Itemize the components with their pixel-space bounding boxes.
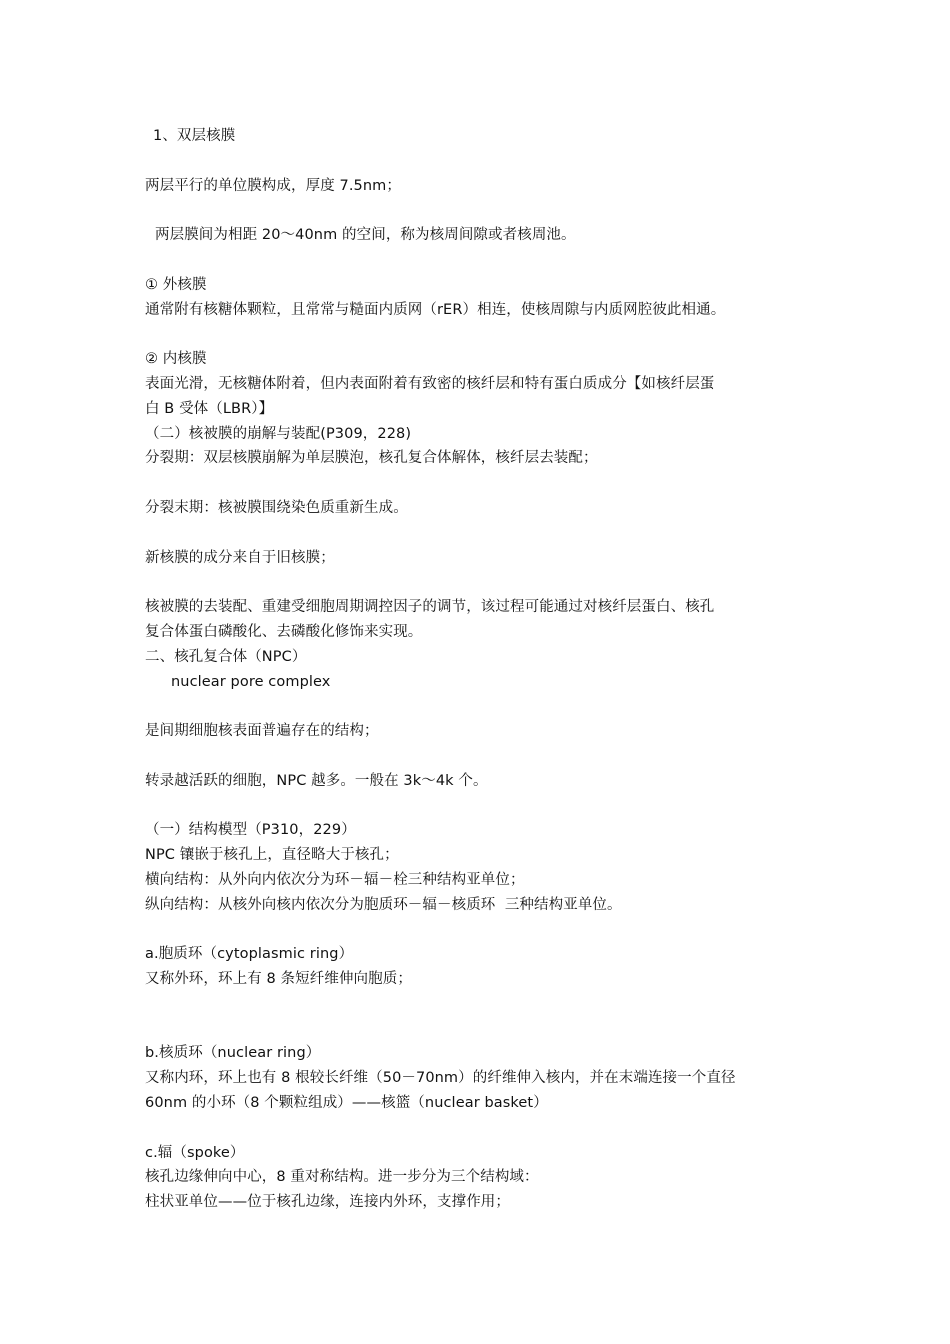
cytoplasmic-ring-description: 又称外环，环上有 8 条短纤维伸向胞质；	[145, 971, 412, 988]
paragraph-membrane-thickness: 两层平行的单位膜构成，厚度 7.5nm；	[145, 177, 401, 194]
paragraph-regulation-line-1: 核被膜的去装配、重建受细胞周期调控因子的调节，该过程可能通过对核纤层蛋白、核孔	[145, 599, 715, 616]
structure-model-title: （一）结构模型（P310，229）	[145, 822, 356, 839]
paragraph-npc-embedding: NPC 镶嵌于核孔上，直径略大于核孔；	[145, 847, 399, 864]
cytoplasmic-ring-title: a.胞质环（cytoplasmic ring）	[145, 946, 354, 963]
blank-line	[145, 694, 815, 719]
blank-line	[145, 570, 815, 595]
inner-membrane-description-line-2: 白 B 受体（LBR）】	[145, 400, 274, 417]
document-body	[145, 124, 815, 1215]
paragraph-telophase: 分裂末期：核被膜围绕染色质重新生成。	[145, 499, 408, 516]
npc-english-name: nuclear pore complex	[171, 673, 331, 690]
paragraph-regulation-line-2: 复合体蛋白磷酸化、去磷酸化修饰来实现。	[145, 623, 423, 640]
blank-line	[145, 918, 815, 943]
blank-line	[145, 198, 815, 223]
blank-line	[145, 1116, 815, 1141]
column-subunit-description: 柱状亚单位——位于核孔边缘，连接内外环，支撑作用；	[145, 1194, 510, 1211]
inner-membrane-description-line-1: 表面光滑，无核糖体附着，但内表面附着有致密的核纤层和特有蛋白质成分【如核纤层蛋	[145, 375, 715, 392]
paragraph-new-membrane: 新核膜的成分来自于旧核膜；	[145, 549, 335, 566]
inner-membrane-title: ② 内核膜	[145, 351, 207, 368]
nuclear-ring-description-line-2: 60nm 的小环（8 个颗粒组成）——核篮（nuclear basket）	[145, 1095, 548, 1112]
nuclear-ring-title: b.核质环（nuclear ring）	[145, 1045, 321, 1062]
section-disassembly-title: （二）核被膜的崩解与装配(P309，228)	[145, 425, 412, 442]
spoke-title: c.辐（spoke）	[145, 1144, 245, 1161]
paragraph-perinuclear-space: 两层膜间为相距 20～40nm 的空间，称为核周间隙或者核周池。	[155, 227, 576, 244]
paragraph-horizontal-structure: 横向结构：从外向内依次分为环－辐－栓三种结构亚单位；	[145, 871, 525, 888]
npc-section-title: 二、核孔复合体（NPC）	[145, 648, 307, 665]
blank-line	[145, 1017, 815, 1042]
spoke-description: 核孔边缘伸向中心，8 重对称结构。进一步分为三个结构域：	[145, 1169, 539, 1186]
paragraph-npc-count: 转录越活跃的细胞，NPC 越多。一般在 3k～4k 个。	[145, 772, 488, 789]
outer-membrane-title: ① 外核膜	[145, 276, 207, 293]
blank-line	[145, 248, 815, 273]
paragraph-mitotic-phase: 分裂期：双层核膜崩解为单层膜泡，核孔复合体解体，核纤层去装配；	[145, 450, 598, 467]
blank-line	[145, 992, 815, 1017]
blank-line	[145, 521, 815, 546]
heading-double-membrane: 1、双层核膜	[153, 128, 236, 144]
paragraph-vertical-structure: 纵向结构：从核外向核内依次分为胞质环－辐－核质环 三种结构亚单位。	[145, 896, 622, 913]
blank-line	[145, 322, 815, 347]
outer-membrane-description: 通常附有核糖体颗粒，且常常与糙面内质网（rER）相连，使核周隙与内质网腔彼此相通。	[145, 301, 726, 318]
blank-line	[145, 744, 815, 769]
paragraph-npc-common: 是间期细胞核表面普遍存在的结构；	[145, 723, 379, 740]
blank-line	[145, 794, 815, 819]
blank-line	[145, 471, 815, 496]
blank-line	[145, 149, 815, 174]
nuclear-ring-description-line-1: 又称内环，环上也有 8 根较长纤维（50－70nm）的纤维伸入核内，并在末端连接一个直径	[145, 1070, 736, 1087]
